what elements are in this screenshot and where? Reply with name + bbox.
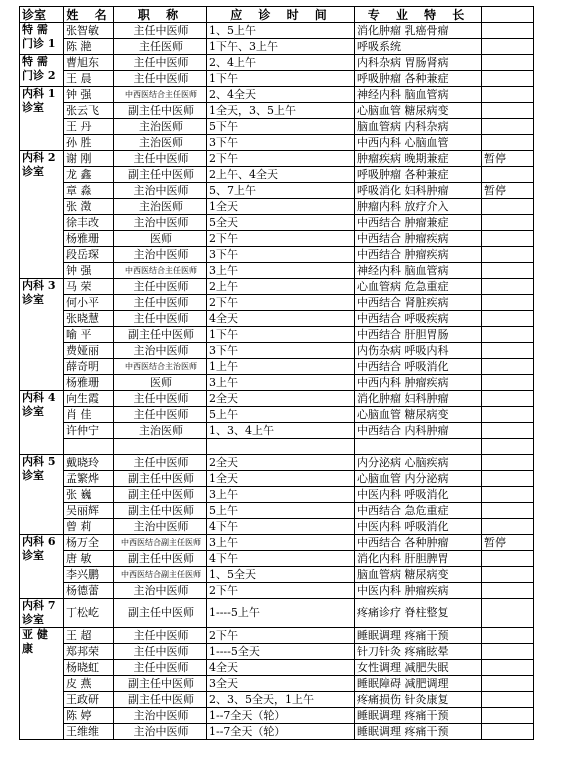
status-note [482,231,534,247]
specialty: 肿瘤疾病 晚期兼症 [355,151,482,167]
clinic-time: 2、4上午 [207,55,355,71]
header-time: 应 诊 时 间 [207,7,355,23]
header-specialty: 专 业 特 长 [355,7,482,23]
clinic-time: 3全天 [207,676,355,692]
doctor-title: 主任中医师 [114,628,207,644]
status-note [482,487,534,503]
table-row [20,599,534,628]
clinic-time [207,439,355,455]
doctor-title: 主治中医师 [114,215,207,231]
schedule-table [19,6,534,740]
specialty: 针刀针灸 疼痛眩晕 [355,644,482,660]
status-note [482,39,534,55]
status-note [482,423,534,439]
specialty: 消化肿瘤 乳癌骨瘤 [355,23,482,39]
specialty: 中西结合 肿瘤兼症 [355,215,482,231]
clinic-time: 1下午 [207,327,355,343]
clinic-time: 2上午 [207,279,355,295]
doctor-name: 喻 平 [64,327,114,343]
specialty: 心脑血管 糖尿病变 [355,103,482,119]
status-note [482,199,534,215]
doctor-title: 副主任中医师 [114,692,207,708]
specialty: 睡眠调理 疼痛干预 [355,724,482,740]
table-row [20,359,534,375]
specialty: 女性调理 减肥失眠 [355,660,482,676]
table-row [20,279,534,295]
table-row [20,119,534,135]
clinic-time: 2下午 [207,151,355,167]
status-note [482,87,534,103]
doctor-title: 主任医师 [114,39,207,55]
doctor-title: 中西医结合副主任医师 [114,535,207,551]
room-cell: 内科 5 诊室 [20,455,64,535]
doctor-name: 王 丹 [64,119,114,135]
status-note [482,644,534,660]
doctor-name: 章 淼 [64,183,114,199]
doctor-title: 主任中医师 [114,455,207,471]
doctor-title: 医师 [114,231,207,247]
table-row [20,199,534,215]
doctor-title: 副主任中医师 [114,487,207,503]
doctor-name: 杨晓虹 [64,660,114,676]
doctor-title: 中西医结合主任医师 [114,87,207,103]
room-cell: 内科 6 诊室 [20,535,64,599]
doctor-name: 杨德蕾 [64,583,114,599]
table-row [20,263,534,279]
doctor-title [114,439,207,455]
doctor-title: 副主任中医师 [114,167,207,183]
table-row [20,311,534,327]
doctor-title: 主任中医师 [114,295,207,311]
doctor-name: 张 澂 [64,199,114,215]
table-row [20,455,534,471]
doctor-title: 主任中医师 [114,644,207,660]
doctor-name: 何小平 [64,295,114,311]
table-row [20,391,534,407]
status-note [482,247,534,263]
table-row [20,644,534,660]
table-row [20,103,534,119]
clinic-time: 1下午 [207,71,355,87]
room-cell: 特 需 门诊 2 [20,55,64,87]
doctor-title: 中西医结合主任医师 [114,263,207,279]
doctor-name: 陈 滟 [64,39,114,55]
table-row [20,503,534,519]
doctor-title: 主治中医师 [114,708,207,724]
clinic-time: 5全天 [207,215,355,231]
clinic-time: 5、7上午 [207,183,355,199]
clinic-time: 4全天 [207,311,355,327]
doctor-name: 费娅丽 [64,343,114,359]
doctor-name: 唐 敏 [64,551,114,567]
specialty: 内科杂病 胃肠肾病 [355,55,482,71]
table-row [20,71,534,87]
doctor-title: 主治中医师 [114,247,207,263]
doctor-name: 王 晨 [64,71,114,87]
specialty: 中西结合 呼吸疾病 [355,311,482,327]
table-row [20,295,534,311]
specialty: 中西结合 各种肿瘤 [355,535,482,551]
specialty: 中西结合 肿瘤疾病 [355,247,482,263]
table-row [20,215,534,231]
specialty: 消化肿瘤 妇科肿瘤 [355,391,482,407]
header-title: 职 称 [114,7,207,23]
room-cell: 内科 2 诊室 [20,151,64,279]
status-note [482,71,534,87]
status-note [482,135,534,151]
specialty: 疼痛诊疗 脊柱整复 [355,599,482,628]
doctor-name: 张云飞 [64,103,114,119]
clinic-time: 3上午 [207,375,355,391]
clinic-time: 3下午 [207,343,355,359]
doctor-name: 薛奇明 [64,359,114,375]
specialty: 中西结合 肝胆胃肠 [355,327,482,343]
doctor-name: 钟 强 [64,87,114,103]
doctor-name: 马 荣 [64,279,114,295]
doctor-name: 段岳琛 [64,247,114,263]
status-note [482,471,534,487]
room-cell: 特 需 门诊 1 [20,23,64,55]
doctor-name: 徐丰改 [64,215,114,231]
room-cell: 内科 4 诊室 [20,391,64,455]
table-row [20,167,534,183]
table-row [20,375,534,391]
table-row [20,151,534,167]
specialty: 脑血管病 内科杂病 [355,119,482,135]
doctor-title: 主任中医师 [114,311,207,327]
specialty: 肿瘤内科 放疗介入 [355,199,482,215]
status-note [482,391,534,407]
doctor-name [64,439,114,455]
table-row [20,567,534,583]
specialty: 睡眠调理 疼痛干预 [355,628,482,644]
status-note [482,519,534,535]
clinic-time: 5上午 [207,503,355,519]
table-row [20,724,534,740]
status-note [482,279,534,295]
status-note [482,583,534,599]
doctor-name: 孙 胜 [64,135,114,151]
clinic-time: 1----5上午 [207,599,355,628]
table-row [20,676,534,692]
doctor-name: 张 巍 [64,487,114,503]
doctor-name: 郑邦荣 [64,644,114,660]
doctor-title: 主任中医师 [114,279,207,295]
status-note [482,295,534,311]
table-row [20,55,534,71]
room-cell: 亚 健 康 [20,628,64,740]
status-note [482,708,534,724]
doctor-title: 副主任中医师 [114,551,207,567]
clinic-time: 2上午、4全天 [207,167,355,183]
table-row [20,23,534,39]
clinic-time: 2全天 [207,391,355,407]
status-note [482,55,534,71]
doctor-name: 吴丽辉 [64,503,114,519]
clinic-time: 1全天 [207,199,355,215]
doctor-name: 杨雅珊 [64,231,114,247]
clinic-time: 1--7全天（轮） [207,708,355,724]
doctor-title: 主任中医师 [114,407,207,423]
table-row [20,535,534,551]
doctor-title: 主任中医师 [114,71,207,87]
status-note [482,167,534,183]
table-row [20,628,534,644]
clinic-time: 3上午 [207,535,355,551]
doctor-name: 戴晓玲 [64,455,114,471]
clinic-time: 4下午 [207,551,355,567]
doctor-name: 皮 燕 [64,676,114,692]
clinic-time: 4下午 [207,519,355,535]
doctor-title: 主治中医师 [114,583,207,599]
doctor-name: 孟繁烨 [64,471,114,487]
specialty: 心脑血管 内分泌病 [355,471,482,487]
table-row [20,135,534,151]
header-note [482,7,534,23]
specialty: 中医内科 肿瘤疾病 [355,583,482,599]
doctor-name: 王维维 [64,724,114,740]
table-row [20,407,534,423]
table-row [20,439,534,455]
specialty: 内伤杂病 呼吸内科 [355,343,482,359]
doctor-title: 副主任中医师 [114,471,207,487]
status-note [482,327,534,343]
clinic-time: 2、3、5全天，1上午 [207,692,355,708]
doctor-title: 副主任中医师 [114,676,207,692]
table-row [20,519,534,535]
doctor-title: 中西医结合副主任医师 [114,567,207,583]
clinic-time: 2下午 [207,231,355,247]
status-note: 暂停 [482,183,534,199]
status-note [482,628,534,644]
status-note [482,263,534,279]
doctor-title: 副主任中医师 [114,503,207,519]
specialty: 睡眠调理 疼痛干预 [355,708,482,724]
specialty: 神经内科 脑血管病 [355,87,482,103]
schedule-wrapper [19,6,534,740]
clinic-time: 3上午 [207,263,355,279]
header-row [20,7,534,23]
doctor-name: 陈 婷 [64,708,114,724]
clinic-time: 3下午 [207,247,355,263]
doctor-name: 丁松屹 [64,599,114,628]
doctor-title: 主任中医师 [114,391,207,407]
doctor-title: 副主任中医师 [114,599,207,628]
status-note [482,23,534,39]
status-note [482,311,534,327]
status-note [482,692,534,708]
status-note: 暂停 [482,151,534,167]
table-row [20,247,534,263]
table-row [20,183,534,199]
specialty: 呼吸肿瘤 各种兼症 [355,71,482,87]
specialty: 脑血管病 糖尿病变 [355,567,482,583]
doctor-name: 张智敏 [64,23,114,39]
table-row [20,39,534,55]
specialty: 疼痛损伤 针灸康复 [355,692,482,708]
status-note [482,439,534,455]
clinic-time: 5上午 [207,407,355,423]
specialty: 心血管病 危急重症 [355,279,482,295]
table-row [20,343,534,359]
doctor-title: 副主任中医师 [114,327,207,343]
doctor-title: 医师 [114,375,207,391]
specialty: 中西结合 急危重症 [355,503,482,519]
doctor-title: 主治中医师 [114,343,207,359]
doctor-name: 龙 鑫 [64,167,114,183]
table-row [20,327,534,343]
doctor-name: 杨万全 [64,535,114,551]
specialty: 呼吸系统 [355,39,482,55]
specialty [355,439,482,455]
doctor-title: 主任中医师 [114,23,207,39]
doctor-name: 钟 强 [64,263,114,279]
status-note [482,660,534,676]
doctor-name: 李兴鹏 [64,567,114,583]
clinic-time: 2下午 [207,295,355,311]
room-cell: 内科 7 诊室 [20,599,64,628]
status-note [482,343,534,359]
specialty: 中西结合 呼吸消化 [355,359,482,375]
specialty: 呼吸消化 妇科肿瘤 [355,183,482,199]
clinic-time: 3下午 [207,135,355,151]
doctor-name: 谢 刚 [64,151,114,167]
doctor-name: 曾 莉 [64,519,114,535]
doctor-name: 许仲宁 [64,423,114,439]
status-note [482,455,534,471]
doctor-title: 中西医结合主治医师 [114,359,207,375]
table-row [20,660,534,676]
doctor-name: 向生霞 [64,391,114,407]
table-row [20,87,534,103]
status-note [482,359,534,375]
clinic-time: 2全天 [207,455,355,471]
doctor-title: 主任中医师 [114,660,207,676]
status-note [482,567,534,583]
doctor-title: 主任中医师 [114,55,207,71]
doctor-title: 主治医师 [114,199,207,215]
table-row [20,692,534,708]
doctor-title: 主治医师 [114,423,207,439]
status-note [482,551,534,567]
doctor-name: 王政研 [64,692,114,708]
doctor-title: 主治医师 [114,119,207,135]
specialty: 中医内科 呼吸消化 [355,519,482,535]
doctor-title: 主治医师 [114,135,207,151]
doctor-name: 杨雅珊 [64,375,114,391]
clinic-time: 2、4全天 [207,87,355,103]
doctor-title: 主治中医师 [114,519,207,535]
clinic-time: 1、5全天 [207,567,355,583]
clinic-time: 4全天 [207,660,355,676]
clinic-time: 1----5全天 [207,644,355,660]
status-note [482,215,534,231]
doctor-title: 主任中医师 [114,151,207,167]
status-note [482,599,534,628]
specialty: 中西内科 心脑血管 [355,135,482,151]
specialty: 中西结合 肿瘤疾病 [355,231,482,247]
specialty: 中西结合 内科肿瘤 [355,423,482,439]
doctor-name: 曹旭东 [64,55,114,71]
status-note [482,119,534,135]
specialty: 中西内科 肿瘤疾病 [355,375,482,391]
table-row [20,423,534,439]
clinic-time: 1全天，3、5上午 [207,103,355,119]
doctor-name: 王 超 [64,628,114,644]
doctor-title: 主治中医师 [114,724,207,740]
clinic-time: 2下午 [207,628,355,644]
clinic-time: 1上午 [207,359,355,375]
clinic-time: 1--7全天（轮） [207,724,355,740]
status-note [482,503,534,519]
table-row [20,487,534,503]
header-room: 诊室 [20,7,64,23]
clinic-time: 1、5上午 [207,23,355,39]
table-row [20,583,534,599]
status-note [482,103,534,119]
room-cell: 内科 1 诊室 [20,87,64,151]
status-note [482,375,534,391]
specialty: 心脑血管 糖尿病变 [355,407,482,423]
clinic-time: 1、3、4上午 [207,423,355,439]
header-name: 姓 名 [64,7,114,23]
status-note: 暂停 [482,535,534,551]
room-cell: 内科 3 诊室 [20,279,64,391]
clinic-time: 5下午 [207,119,355,135]
status-note [482,724,534,740]
specialty: 消化内科 肝胆脾胃 [355,551,482,567]
status-note [482,676,534,692]
table-row [20,471,534,487]
clinic-time: 1全天 [207,471,355,487]
clinic-time: 1下午、3上午 [207,39,355,55]
doctor-name: 张晓慧 [64,311,114,327]
specialty: 内分泌病 心脑疾病 [355,455,482,471]
specialty: 呼吸肿瘤 各种兼症 [355,167,482,183]
table-row [20,231,534,247]
specialty: 睡眠障碍 减肥调理 [355,676,482,692]
doctor-title: 副主任中医师 [114,103,207,119]
status-note [482,407,534,423]
schedule-body [20,7,534,740]
table-row [20,551,534,567]
clinic-time: 2下午 [207,583,355,599]
table-row [20,708,534,724]
clinic-time: 3上午 [207,487,355,503]
specialty: 中西结合 肾脏疾病 [355,295,482,311]
specialty: 中医内科 呼吸消化 [355,487,482,503]
specialty: 神经内科 脑血管病 [355,263,482,279]
doctor-title: 主治中医师 [114,183,207,199]
doctor-name: 肖 佳 [64,407,114,423]
